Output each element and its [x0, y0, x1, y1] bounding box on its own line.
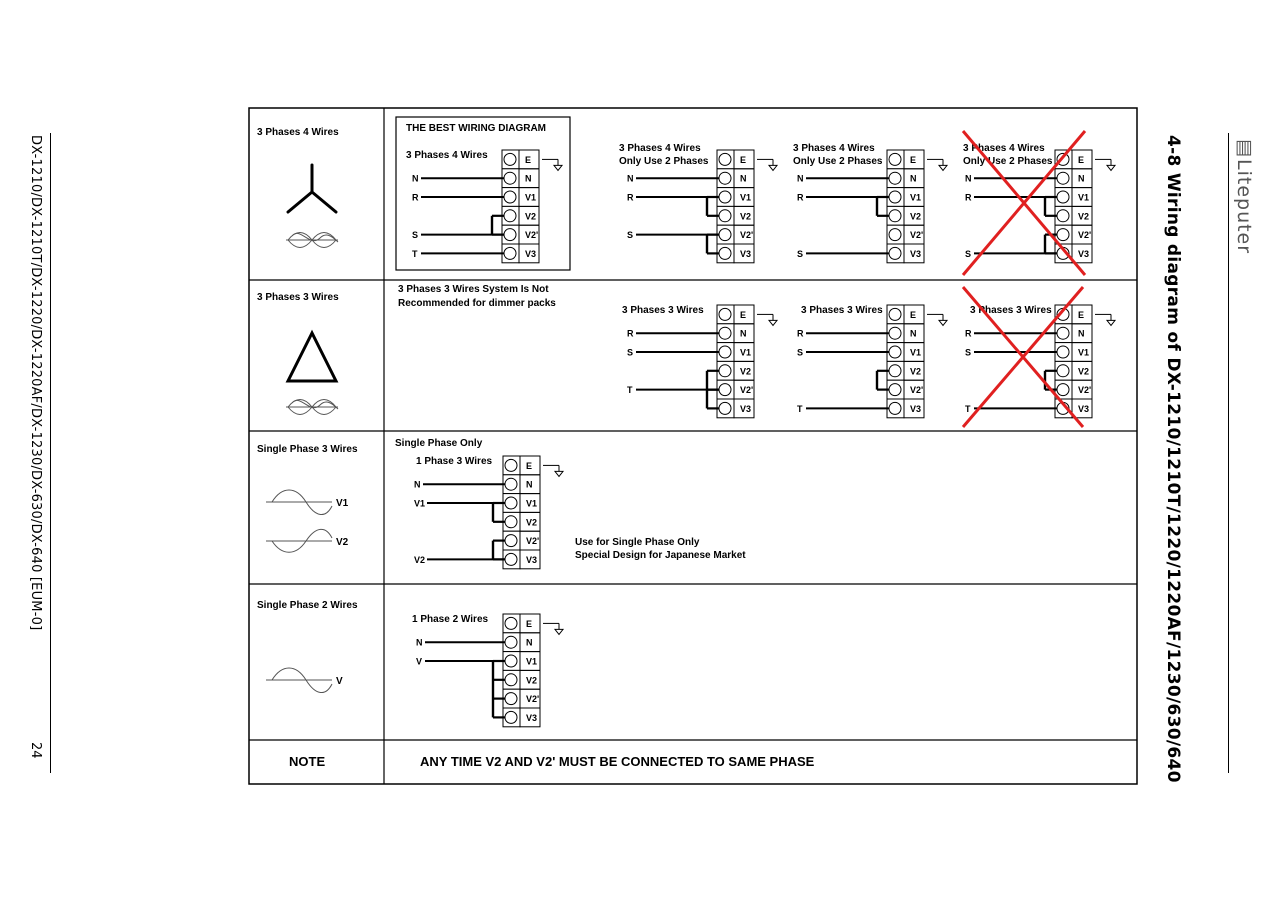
terminal-label-v3: V3 — [526, 554, 538, 565]
terminal-label-e: E — [910, 309, 917, 320]
terminal-screw-icon — [889, 153, 901, 165]
terminal-label-v1: V1 — [1078, 192, 1090, 203]
terminal-screw-icon — [504, 247, 516, 259]
1p2w-diagram — [412, 614, 563, 727]
terminal-label-e: E — [1078, 154, 1085, 165]
terminal-screw-icon — [505, 636, 517, 648]
terminal-label-v2p: V2' — [740, 385, 754, 396]
three-phase-wave-icon — [286, 233, 338, 248]
terminal-label-v2p: V2' — [910, 230, 924, 241]
terminal-label-v2: V2 — [526, 675, 538, 686]
ground-icon — [1107, 165, 1115, 170]
wire-label: S — [965, 347, 972, 358]
terminal-label-v1: V1 — [1078, 347, 1090, 358]
best-diagram-title: THE BEST WIRING DIAGRAM — [406, 123, 546, 134]
wire-label: V1 — [414, 498, 426, 509]
page-number: 24 — [28, 742, 43, 759]
terminal-screw-icon — [719, 172, 731, 184]
diagram-header: 3 Phases 4 Wires — [793, 143, 875, 154]
terminal-label-v2p: V2' — [1078, 230, 1092, 241]
ground-icon — [769, 165, 777, 170]
terminal-screw-icon — [504, 191, 516, 203]
row-label-1p2w: Single Phase 2 Wires — [257, 600, 358, 611]
terminal-label-v1: V1 — [526, 498, 538, 509]
terminal-label-v1: V1 — [525, 192, 537, 203]
wire-label: N — [627, 173, 634, 184]
terminal-label-v1: V1 — [740, 192, 752, 203]
footer-model-list: DX-1210/DX-1210T/DX-1220/DX-1220AF/DX-1230/DX-630/DX-640 [EUM-0] — [28, 135, 43, 631]
wave-label-v: V — [336, 676, 343, 687]
terminal-label-v3: V3 — [910, 248, 922, 259]
wire-label: T — [797, 403, 803, 414]
wire-label: N — [414, 479, 421, 490]
wire-label: N — [416, 637, 423, 648]
terminal-label-v2p: V2' — [525, 230, 539, 241]
note-label: NOTE — [289, 754, 326, 769]
3p3w-diagram-a — [622, 305, 777, 418]
terminal-screw-icon — [889, 191, 901, 203]
terminal-label-n: N — [1078, 328, 1085, 339]
terminal-screw-icon — [889, 327, 901, 339]
table-grid — [249, 108, 1137, 784]
not-recommended-line1: 3 Phases 3 Wires System Is Not — [398, 284, 549, 295]
japan-note-line2: Special Design for Japanese Market — [575, 550, 746, 561]
japan-note-line1: Use for Single Phase Only — [575, 537, 700, 548]
terminal-screw-icon — [889, 402, 901, 414]
terminal-screw-icon — [1057, 229, 1069, 241]
terminal-screw-icon — [889, 384, 901, 396]
terminal-label-v2: V2 — [526, 517, 538, 528]
diagram-header: Only Use 2 Phases — [963, 156, 1053, 167]
3p4w-2phase-diagram-b — [793, 143, 947, 263]
terminal-label-v1: V1 — [910, 347, 922, 358]
diagram-header: 3 Phases 4 Wires — [963, 143, 1045, 154]
not-recommended-line2: Recommended for dimmer packs — [398, 298, 556, 309]
wire-label: R — [797, 328, 804, 339]
ground-icon — [1107, 320, 1115, 325]
terminal-label-v2p: V2' — [526, 694, 540, 705]
wire-label: V — [416, 656, 423, 667]
terminal-screw-icon — [505, 617, 517, 629]
three-phase-wave-icon — [286, 400, 338, 415]
terminal-label-n: N — [910, 173, 917, 184]
wire-label: R — [965, 328, 972, 339]
terminal-screw-icon — [719, 327, 731, 339]
terminal-label-e: E — [526, 460, 533, 471]
terminal-label-v1: V1 — [740, 347, 752, 358]
wire-label: S — [412, 230, 419, 241]
wire-label: R — [965, 192, 972, 203]
sine-wave-v-icon — [266, 668, 332, 693]
terminal-label-v3: V3 — [740, 403, 752, 414]
wire-label: T — [412, 248, 418, 259]
1p3w-diagram — [414, 456, 563, 569]
note-text: ANY TIME V2 AND V2' MUST BE CONNECTED TO SAME PHASE — [420, 754, 815, 769]
terminal-label-v2p: V2' — [910, 385, 924, 396]
diagram-header: 3 Phases 3 Wires — [622, 305, 704, 316]
terminal-screw-icon — [505, 478, 517, 490]
row-label-1p3w: Single Phase 3 Wires — [257, 444, 358, 455]
3p3w-diagram-wrong — [963, 287, 1115, 427]
diagram-header: 3 Phases 3 Wires — [801, 305, 883, 316]
terminal-screw-icon — [719, 247, 731, 259]
terminal-screw-icon — [719, 346, 731, 358]
section-title: 4-8 Wiring diagram of DX-1210/1210T/1220/1220AF/1230/630/640 — [1163, 135, 1183, 783]
row-label-3p3w: 3 Phases 3 Wires — [257, 292, 339, 303]
ground-icon — [939, 165, 947, 170]
3p4w-2phase-diagram-wrong — [963, 131, 1115, 275]
diagram-header: 3 Phases 3 Wires — [970, 305, 1052, 316]
terminal-screw-icon — [889, 210, 901, 222]
terminal-screw-icon — [1057, 346, 1069, 358]
ground-icon — [555, 629, 563, 634]
terminal-screw-icon — [719, 384, 731, 396]
terminal-label-v2: V2 — [1078, 366, 1090, 377]
terminal-screw-icon — [505, 553, 517, 565]
terminal-label-n: N — [525, 173, 532, 184]
terminal-screw-icon — [505, 674, 517, 686]
terminal-screw-icon — [505, 711, 517, 723]
wire-label: S — [965, 248, 972, 259]
terminal-label-e: E — [525, 154, 532, 165]
terminal-label-v2: V2 — [525, 211, 537, 222]
wave-label-v1: V1 — [336, 498, 349, 509]
terminal-label-v3: V3 — [910, 403, 922, 414]
terminal-screw-icon — [889, 229, 901, 241]
terminal-screw-icon — [1057, 191, 1069, 203]
3p4w-2phase-diagram-a — [619, 143, 777, 263]
terminal-screw-icon — [505, 655, 517, 667]
terminal-screw-icon — [505, 693, 517, 705]
terminal-label-n: N — [910, 328, 917, 339]
wire-label: S — [627, 230, 634, 241]
star-wye-icon — [288, 165, 336, 212]
terminal-screw-icon — [1057, 172, 1069, 184]
sine-wave-v2-icon — [266, 529, 332, 552]
terminal-screw-icon — [1057, 327, 1069, 339]
terminal-label-v2: V2 — [910, 366, 922, 377]
terminal-label-e: E — [1078, 309, 1085, 320]
wire-label: S — [627, 347, 634, 358]
terminal-screw-icon — [1057, 210, 1069, 222]
terminal-label-v3: V3 — [525, 248, 537, 259]
wire-label: R — [627, 192, 634, 203]
terminal-screw-icon — [504, 229, 516, 241]
wire-label: S — [797, 347, 804, 358]
brand-name: Liteputer — [1233, 159, 1255, 255]
terminal-screw-icon — [719, 191, 731, 203]
diagram-header: 3 Phases 4 Wires — [406, 150, 488, 161]
terminal-screw-icon — [1057, 384, 1069, 396]
terminal-label-v3: V3 — [1078, 248, 1090, 259]
terminal-label-v2p: V2' — [526, 536, 540, 547]
row-label-3p4w: 3 Phases 4 Wires — [257, 127, 339, 138]
wire-label: R — [412, 192, 419, 203]
terminal-screw-icon — [719, 365, 731, 377]
terminal-label-e: E — [740, 309, 747, 320]
wave-label-v2: V2 — [336, 537, 349, 548]
terminal-screw-icon — [1057, 365, 1069, 377]
terminal-screw-icon — [505, 497, 517, 509]
diagram-header: Only Use 2 Phases — [619, 156, 709, 167]
logo-bars-icon: ▥ — [1233, 136, 1255, 159]
terminal-screw-icon — [719, 229, 731, 241]
single-phase-only-title: Single Phase Only — [395, 438, 483, 449]
diagram-header: 1 Phase 2 Wires — [412, 614, 489, 625]
terminal-screw-icon — [505, 459, 517, 471]
wire-label: S — [797, 248, 804, 259]
terminal-label-v3: V3 — [526, 712, 538, 723]
terminal-screw-icon — [504, 172, 516, 184]
terminal-screw-icon — [889, 172, 901, 184]
ground-icon — [769, 320, 777, 325]
terminal-screw-icon — [505, 516, 517, 528]
wire-label: T — [627, 385, 633, 396]
terminal-diagrams — [406, 131, 1115, 727]
terminal-label-v1: V1 — [526, 656, 538, 667]
terminal-screw-icon — [719, 402, 731, 414]
ground-icon — [939, 320, 947, 325]
terminal-screw-icon — [505, 535, 517, 547]
terminal-label-v2p: V2' — [1078, 385, 1092, 396]
delta-triangle-icon — [288, 333, 336, 381]
wire-label: N — [965, 173, 972, 184]
terminal-label-v2: V2 — [740, 366, 752, 377]
diagram-header: 1 Phase 3 Wires — [416, 456, 493, 467]
ground-icon — [555, 471, 563, 476]
terminal-label-v3: V3 — [740, 248, 752, 259]
terminal-label-e: E — [910, 154, 917, 165]
terminal-screw-icon — [889, 247, 901, 259]
terminal-label-v3: V3 — [1078, 403, 1090, 414]
terminal-screw-icon — [889, 365, 901, 377]
wire-label: R — [627, 328, 634, 339]
terminal-label-v2p: V2' — [740, 230, 754, 241]
wire-label: T — [965, 403, 971, 414]
terminal-screw-icon — [719, 308, 731, 320]
terminal-screw-icon — [719, 153, 731, 165]
terminal-label-v2: V2 — [910, 211, 922, 222]
terminal-label-e: E — [740, 154, 747, 165]
3p3w-diagram-b — [797, 305, 947, 418]
terminal-label-n: N — [740, 173, 747, 184]
terminal-screw-icon — [504, 210, 516, 222]
sine-wave-v1-icon — [266, 490, 332, 515]
terminal-label-n: N — [1078, 173, 1085, 184]
terminal-label-v1: V1 — [910, 192, 922, 203]
terminal-label-e: E — [526, 618, 533, 629]
diagram-header: Only Use 2 Phases — [793, 156, 883, 167]
best-3p4w-diagram — [406, 150, 562, 263]
terminal-label-v2: V2 — [1078, 211, 1090, 222]
wire-label: V2 — [414, 554, 426, 565]
terminal-label-n: N — [740, 328, 747, 339]
ground-icon — [554, 165, 562, 170]
terminal-label-n: N — [526, 637, 533, 648]
wire-label: N — [797, 173, 804, 184]
terminal-screw-icon — [889, 308, 901, 320]
terminal-screw-icon — [889, 346, 901, 358]
terminal-label-n: N — [526, 479, 533, 490]
terminal-screw-icon — [504, 153, 516, 165]
terminal-label-v2: V2 — [740, 211, 752, 222]
diagram-header: 3 Phases 4 Wires — [619, 143, 701, 154]
wire-label: R — [797, 192, 804, 203]
wire-label: N — [412, 173, 419, 184]
terminal-screw-icon — [719, 210, 731, 222]
